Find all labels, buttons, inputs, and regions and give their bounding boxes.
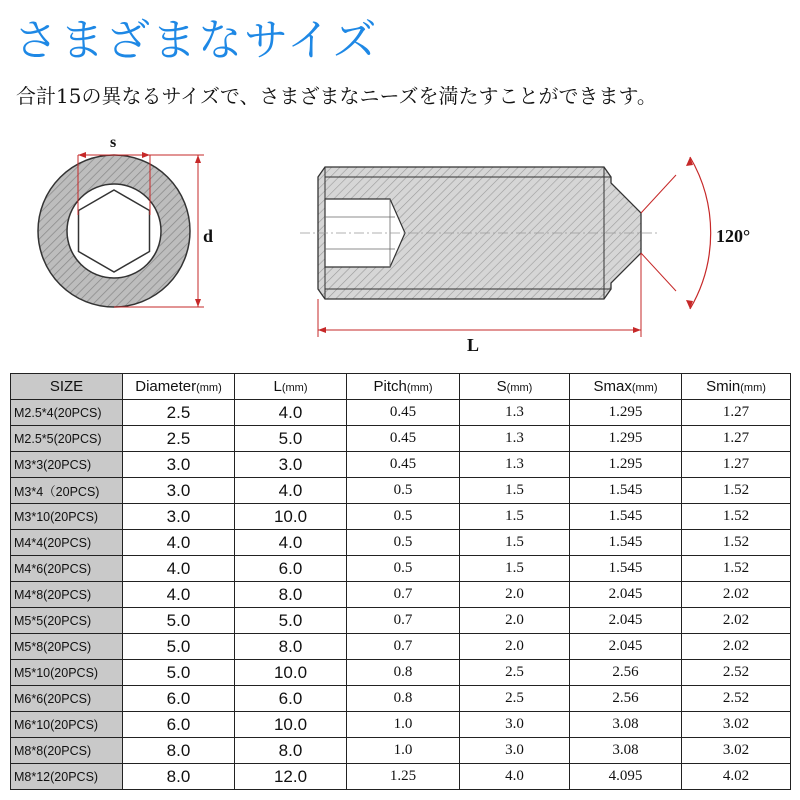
cell-pitch: 0.5 (347, 530, 460, 556)
table-header-row (11, 374, 791, 400)
label-d: d (203, 226, 214, 246)
cell-pitch: 0.7 (347, 582, 460, 608)
cell-smax: 1.545 (570, 478, 682, 504)
cell-diameter: 2.5 (123, 426, 235, 452)
table-row (11, 400, 791, 426)
cell-diameter: 4.0 (123, 582, 235, 608)
cell-diameter: 5.0 (123, 608, 235, 634)
header-pitch: Pitch(mm) (347, 374, 460, 400)
cell-pitch: 1.0 (347, 712, 460, 738)
cell-pitch: 0.5 (347, 504, 460, 530)
cell-size: M6*10(20PCS) (11, 712, 123, 738)
label-angle: 120° (716, 226, 751, 246)
cell-smax: 2.56 (570, 686, 682, 712)
cell-smax: 1.545 (570, 504, 682, 530)
cell-length: 4.0 (235, 400, 347, 426)
spec-table (10, 373, 791, 790)
cell-smin: 2.52 (682, 686, 791, 712)
cell-size: M4*8(20PCS) (11, 582, 123, 608)
cell-smax: 1.295 (570, 426, 682, 452)
header-diameter: Diameter(mm) (123, 374, 235, 400)
cell-length: 5.0 (235, 426, 347, 452)
cell-length: 6.0 (235, 686, 347, 712)
cell-s: 1.5 (460, 530, 570, 556)
cell-s: 1.3 (460, 426, 570, 452)
cell-s: 2.5 (460, 686, 570, 712)
cell-length: 4.0 (235, 478, 347, 504)
cell-length: 6.0 (235, 556, 347, 582)
cell-length: 3.0 (235, 452, 347, 478)
cell-diameter: 8.0 (123, 764, 235, 790)
cell-length: 8.0 (235, 738, 347, 764)
cell-s: 1.5 (460, 504, 570, 530)
cell-length: 10.0 (235, 660, 347, 686)
cell-length: 12.0 (235, 764, 347, 790)
spec-table-body (11, 400, 791, 790)
cell-size: M3*4（20PCS) (11, 478, 123, 504)
cell-diameter: 3.0 (123, 504, 235, 530)
header-length: L(mm) (235, 374, 347, 400)
cell-diameter: 2.5 (123, 400, 235, 426)
cell-smin: 1.52 (682, 530, 791, 556)
table-row (11, 426, 791, 452)
label-L: L (467, 335, 480, 355)
cell-smax: 2.56 (570, 660, 682, 686)
cell-smin: 3.02 (682, 738, 791, 764)
table-row (11, 660, 791, 686)
cell-size: M5*10(20PCS) (11, 660, 123, 686)
table-row (11, 452, 791, 478)
cell-smax: 1.545 (570, 530, 682, 556)
cell-smin: 1.52 (682, 556, 791, 582)
cell-s: 1.3 (460, 452, 570, 478)
cell-s: 3.0 (460, 712, 570, 738)
cell-smax: 1.295 (570, 400, 682, 426)
cell-smax: 3.08 (570, 712, 682, 738)
cell-size: M8*12(20PCS) (11, 764, 123, 790)
table-row (11, 530, 791, 556)
cell-s: 2.0 (460, 634, 570, 660)
cell-diameter: 8.0 (123, 738, 235, 764)
cell-size: M5*8(20PCS) (11, 634, 123, 660)
table-row (11, 764, 791, 790)
cell-pitch: 0.8 (347, 686, 460, 712)
cell-diameter: 3.0 (123, 452, 235, 478)
cell-length: 5.0 (235, 608, 347, 634)
cell-smax: 2.045 (570, 608, 682, 634)
cell-s: 2.5 (460, 660, 570, 686)
table-row (11, 738, 791, 764)
cell-size: M2.5*5(20PCS) (11, 426, 123, 452)
cell-length: 10.0 (235, 504, 347, 530)
label-s: s (110, 134, 117, 151)
table-row (11, 686, 791, 712)
cell-length: 10.0 (235, 712, 347, 738)
cell-smin: 3.02 (682, 712, 791, 738)
end-view (38, 134, 213, 307)
cell-smin: 2.02 (682, 608, 791, 634)
cell-pitch: 0.45 (347, 400, 460, 426)
cell-s: 1.3 (460, 400, 570, 426)
cell-pitch: 0.7 (347, 634, 460, 660)
cell-smin: 4.02 (682, 764, 791, 790)
cell-smax: 3.08 (570, 738, 682, 764)
table-row (11, 582, 791, 608)
cell-s: 4.0 (460, 764, 570, 790)
table-row (11, 634, 791, 660)
cell-diameter: 4.0 (123, 530, 235, 556)
cell-s: 3.0 (460, 738, 570, 764)
header-s: S(mm) (460, 374, 570, 400)
cell-smin: 1.27 (682, 426, 791, 452)
cell-s: 2.0 (460, 608, 570, 634)
cell-diameter: 6.0 (123, 712, 235, 738)
page-title: さまざまなサイズ (14, 15, 379, 66)
cell-pitch: 0.7 (347, 608, 460, 634)
cell-size: M3*10(20PCS) (11, 504, 123, 530)
cell-smin: 1.27 (682, 452, 791, 478)
cell-length: 8.0 (235, 634, 347, 660)
cell-size: M8*8(20PCS) (11, 738, 123, 764)
cell-s: 1.5 (460, 556, 570, 582)
cell-smin: 2.02 (682, 634, 791, 660)
cell-smin: 1.52 (682, 478, 791, 504)
cell-diameter: 5.0 (123, 660, 235, 686)
page-subtitle: 合計15の異なるサイズで、さまざまなニーズを満たすことができます。 (16, 84, 657, 108)
cell-smin: 2.02 (682, 582, 791, 608)
cell-length: 8.0 (235, 582, 347, 608)
cell-pitch: 1.0 (347, 738, 460, 764)
header-smax: Smax(mm) (570, 374, 682, 400)
screw-diagram (0, 125, 800, 365)
cell-pitch: 0.8 (347, 660, 460, 686)
cell-diameter: 6.0 (123, 686, 235, 712)
cell-smin: 2.52 (682, 660, 791, 686)
cell-smin: 1.27 (682, 400, 791, 426)
side-view (300, 157, 750, 355)
cell-smax: 2.045 (570, 634, 682, 660)
cell-pitch: 0.5 (347, 478, 460, 504)
header-smin: Smin(mm) (682, 374, 791, 400)
cell-smin: 1.52 (682, 504, 791, 530)
cell-size: M4*4(20PCS) (11, 530, 123, 556)
cell-smax: 2.045 (570, 582, 682, 608)
table-row (11, 478, 791, 504)
table-row (11, 712, 791, 738)
cell-pitch: 0.5 (347, 556, 460, 582)
cell-size: M3*3(20PCS) (11, 452, 123, 478)
table-row (11, 608, 791, 634)
header-size: SIZE (11, 374, 123, 400)
cell-diameter: 5.0 (123, 634, 235, 660)
cell-pitch: 0.45 (347, 452, 460, 478)
cell-size: M2.5*4(20PCS) (11, 400, 123, 426)
table-row (11, 504, 791, 530)
cell-pitch: 1.25 (347, 764, 460, 790)
cell-size: M4*6(20PCS) (11, 556, 123, 582)
cell-smax: 4.095 (570, 764, 682, 790)
cell-length: 4.0 (235, 530, 347, 556)
cell-smax: 1.545 (570, 556, 682, 582)
table-row (11, 556, 791, 582)
cell-diameter: 3.0 (123, 478, 235, 504)
cell-size: M5*5(20PCS) (11, 608, 123, 634)
cell-size: M6*6(20PCS) (11, 686, 123, 712)
cell-s: 2.0 (460, 582, 570, 608)
cell-smax: 1.295 (570, 452, 682, 478)
cell-s: 1.5 (460, 478, 570, 504)
cell-diameter: 4.0 (123, 556, 235, 582)
cell-pitch: 0.45 (347, 426, 460, 452)
